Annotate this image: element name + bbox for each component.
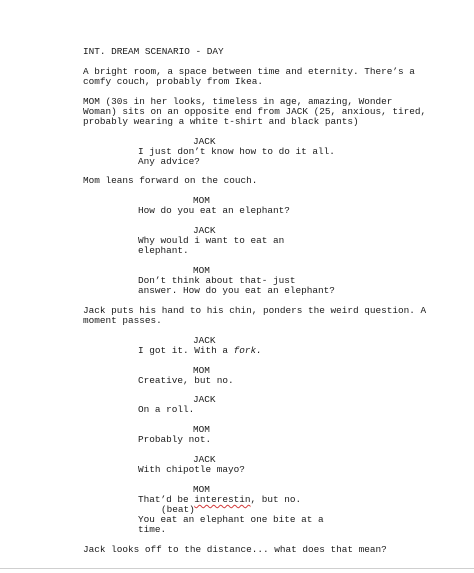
dialogue-line: answer. How do you eat an elephant? (138, 285, 335, 296)
action-line: Jack looks off to the distance... what does that mean? (83, 544, 387, 555)
character-name: MOM (193, 484, 210, 495)
dialogue-text: That’d be (138, 494, 195, 505)
action-line: A bright room, a space between time and eternity. There’s a (83, 66, 415, 77)
character-name: MOM (193, 365, 210, 376)
dialogue-line: Creative, but no. (138, 375, 234, 386)
emphasis-text: fork. (233, 345, 262, 356)
dialogue-line: How do you eat an elephant? (138, 205, 290, 216)
action-line: Woman) sits on an opposite end from JACK (25, anxious, tired, (83, 106, 427, 117)
action-line: Jack puts his hand to his chin, ponders the weird question. A (83, 305, 427, 316)
dialogue-line: Don’t think about that- just (138, 275, 296, 286)
action-line: moment passes. (83, 315, 162, 326)
dialogue-line: Why would i want to eat an (138, 235, 285, 246)
dialogue-text: I got it. With a (138, 345, 234, 356)
dialogue-line: elephant. (138, 245, 189, 256)
dialogue-line (138, 345, 262, 356)
dialogue-line: I just don’t know how to do it all. (138, 146, 335, 157)
dialogue-line: You eat an elephant one bite at a (138, 514, 324, 525)
character-name: MOM (193, 265, 210, 276)
dialogue-line: Any advice? (138, 156, 200, 167)
dialogue-text: , but no. (250, 494, 302, 505)
character-name: JACK (193, 394, 216, 405)
character-name: MOM (193, 195, 210, 206)
dialogue-line: Probably not. (138, 434, 212, 445)
action-line: probably wearing a white t-shirt and black pants) (83, 116, 359, 127)
dialogue-line: On a roll. (138, 404, 195, 415)
character-name: MOM (193, 424, 210, 435)
action-line: MOM (30s in her looks, timeless in age, amazing, Wonder (83, 96, 393, 107)
scene-heading: INT. DREAM SCENARIO - DAY (83, 46, 224, 57)
dialogue-line: time. (138, 524, 167, 535)
action-line: Mom leans forward on the couch. (83, 175, 258, 186)
character-name: JACK (193, 136, 216, 147)
character-name: JACK (193, 225, 216, 236)
character-name: JACK (193, 335, 216, 346)
parenthetical: (beat) (161, 504, 195, 515)
action-line: comfy couch, probably from Ikea. (83, 76, 264, 87)
character-name: JACK (193, 454, 216, 465)
misspelled-word[interactable]: interestin (194, 494, 251, 505)
dialogue-line: With chipotle mayo? (138, 464, 245, 475)
page-bottom-edge (0, 568, 474, 569)
